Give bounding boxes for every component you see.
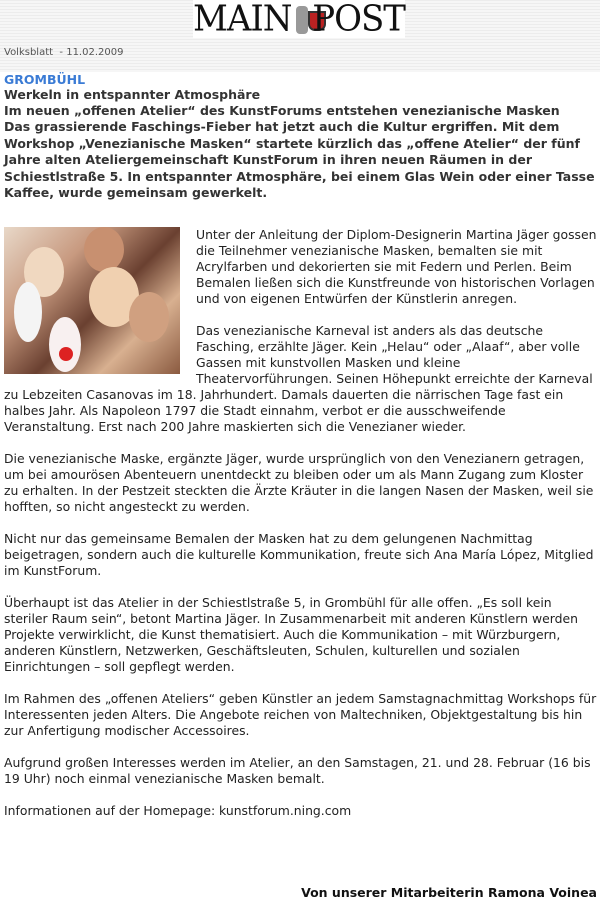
paragraph: Unter der Anleitung der Diplom-Designerin Martina Jäger gossen die Teilnehmer venezianische Masken, bemalten sie mit Acrylfarben und dekorierten sie mit Federn und Perlen. Beim Bemalen ließen sich die Kunstfreunde von historischen Vorlagen und von eigenen Entwürfen der Künstlerin anregen. bbox=[196, 227, 597, 306]
dateline: Volksblatt - 11.02.2009 bbox=[4, 47, 124, 58]
article-subtitle: Im neuen „offenen Atelier“ des KunstForums entstehen venezianische Masken bbox=[4, 103, 560, 118]
article-photo bbox=[4, 227, 180, 374]
paragraph: Im Rahmen des „offenen Ateliers“ geben Künstler an jedem Samstagnachmittag Workshops für Interessenten jeden Alters. Die Angebote reichen von Maltechniken, Objektgestaltung bis hin zur Anfertigung modischer Accessoires. bbox=[4, 691, 597, 738]
paragraph: Überhaupt ist das Atelier in der Schiestlstraße 5, in Grombühl für alle offen. „Es soll kein steriler Raum sein“, betont Martina Jäger. In Zusammenarbeit mit anderen Künstlern werden Projekte verwirklicht, die Kunst thematisiert. Auch die Kommunikation – mit Würzburgern, anderen Künstlern, Netzwerken, Geschäftsleuten, Schulen, kulturellen und sozialen Einrichtungen – soll gepflegt werden. bbox=[4, 595, 578, 674]
crest-icon bbox=[294, 2, 311, 36]
logo-right: POST bbox=[312, 0, 405, 41]
article-title: Werkeln in entspannter Atmosphäre bbox=[4, 87, 261, 102]
article-lead: Das grassierende Faschings-Fieber hat jetzt auch die Kultur ergriffen. Mit dem Workshop „Venezianische Masken“ startete kürzlich das „offene Atelier“ der fünf Jahre alten Ateliergemeinschaft KunstForum in ihren neuen Räumen in der Schiestlstraße 5. In entspannter Atmosphäre, bei einem Glas Wein oder einer Tasse Kaffee, wurde gemeinsam gewerkelt. bbox=[4, 119, 595, 200]
paragraph: Nicht nur das gemeinsame Bemalen der Masken hat zu dem gelungenen Nachmittag beigetragen, sondern auch die kulturelle Kommunikation, freute sich Ana María López, Mitglied im KunstForum. bbox=[4, 531, 594, 578]
paragraph: Aufgrund großen Interesses werden im Atelier, an den Samstagen, 21. und 28. Februar (16 bis 19 Uhr) noch einmal venezianische Masken bemalt. bbox=[4, 755, 591, 786]
byline: Von unserer Mitarbeiterin Ramona Voinea bbox=[301, 885, 597, 900]
article-region: GROMBÜHL bbox=[4, 72, 86, 87]
paragraph: Die venezianische Maske, ergänzte Jäger, wurde ursprünglich von den Venezianern getragen, um bei amourösen Abenteuern unentdeckt zu bleiben oder um als Mann Zugang zum Kloster zu erhalten. In der Pestzeit steckten die Ärzte Kräuter in die langen Nasen der Masken, weil sie hofften, so nicht angesteckt zu werden. bbox=[4, 451, 594, 514]
article-body bbox=[4, 227, 598, 835]
logo-left: MAIN bbox=[193, 0, 292, 41]
paragraph: Informationen auf der Homepage: kunstforum.ning.com bbox=[4, 803, 352, 818]
main-post-logo[interactable] bbox=[193, 0, 405, 41]
article-header bbox=[4, 72, 600, 202]
paragraph: Das venezianische Karneval ist anders als das deutsche Fasching, erzählte Jäger. Kein „Helau“ oder „Alaaf“, aber volle Gassen mit kunstvollen Masken und kleine Theatervorführungen. Seinen Höhepunkt erreichte der Karneval zu Lebzeiten Casanovas im 18. Jahrhundert. Damals dauerten die närrischen Tage fast ein halbes Jahr. Als Napoleon 1797 die Stadt einnahm, verbot er die ausschweifende Veranstaltung. Erst nach 200 Jahre maskierten sich die Venezianer wieder. bbox=[4, 323, 593, 434]
